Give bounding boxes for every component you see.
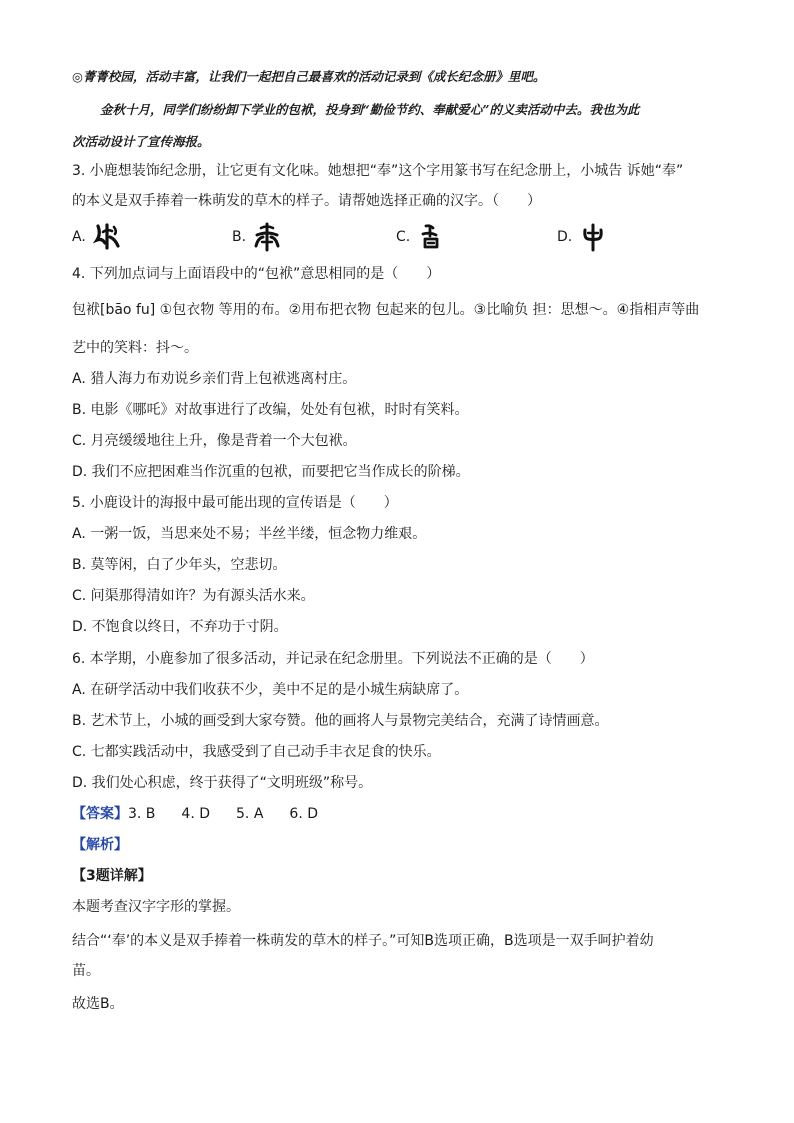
q4-option-a[interactable]: A. 猎人海力布劝说乡亲们背上包袱逃离村庄。: [72, 371, 357, 387]
seal-glyph-b-icon: [252, 222, 282, 252]
answer-item: 3. B: [128, 806, 156, 822]
q3-option-c-letter: C.: [396, 229, 411, 245]
q6-stem: 6. 本学期，小鹿参加了很多活动，并记录在纪念册里。下列说法不正确的是（ ）: [72, 651, 594, 667]
analysis-label: 【解析】: [72, 837, 128, 853]
q4-option-d[interactable]: D. 我们不应把困难当作沉重的包袱，而要把它当作成长的阶梯。: [72, 464, 470, 480]
analysis-line-1: 本题考查汉字字形的掌握。: [72, 899, 240, 915]
seal-glyph-a-icon: [92, 222, 122, 252]
intro-line-3: 次活动设计了宣传海报。: [72, 134, 210, 149]
q6-option-b[interactable]: B. 艺术节上，小城的画受到大家夸赞。他的画将人与景物完美结合，充满了诗情画意。: [72, 713, 609, 729]
q4-stem: 4. 下列加点词与上面语段中的“包袱”意思相同的是（ ）: [72, 266, 441, 282]
answer-item: 6. D: [289, 806, 318, 822]
q5-option-a[interactable]: A. 一粥一饭，当思来处不易；半丝半缕，恒念物力维艰。: [72, 526, 427, 542]
q6-option-d[interactable]: D. 我们处心积虑，终于获得了“文明班级”称号。: [72, 775, 373, 791]
analysis-line-3: 苗。: [72, 963, 100, 979]
intro-line-2: 金秋十月，同学们纷纷卸下学业的包袱，投身到“勤俭节约、奉献爱心”的义卖活动中去。我也为此: [100, 102, 640, 117]
q4-definition-line-1: 包袱[bāo fu] ①包衣物 等用的布。②用布把衣物 包起来的包儿。③比喻负 担：思想～。④指相声等曲: [72, 302, 700, 318]
q5-option-d[interactable]: D. 不饱食以终日，不弃功于寸阴。: [72, 619, 288, 635]
q3-option-b[interactable]: [232, 222, 282, 252]
analysis-line-4: 故选B。: [72, 996, 124, 1012]
q3-stem-line-1: 3. 小鹿想装饰纪念册，让它更有文化味。她想把“奉”这个字用篆书写在纪念册上，小城告 诉她“奉”: [72, 163, 684, 179]
intro-line-1: ◎菁菁校园，活动丰富，让我们一起把自己最喜欢的活动记录到《成长纪念册》里吧。: [72, 69, 546, 84]
q5-stem: 5. 小鹿设计的海报中最可能出现的宣传语是（ ）: [72, 495, 398, 511]
q3-option-d[interactable]: [557, 222, 608, 252]
q3-option-c[interactable]: [396, 222, 446, 252]
q3-option-b-letter: B.: [232, 229, 247, 245]
answer-item: 5. A: [236, 806, 264, 822]
q3-stem-line-2: 的本义是双手捧着一株萌发的草木的样子。请帮她选择正确的汉字。（ ）: [72, 193, 541, 209]
analysis-detail-label: 【3题详解】: [72, 868, 152, 884]
analysis-line-2: 结合“‘奉’的本义是双手捧着一株萌发的草木的样子。”可知B选项正确，B选项是一双手呵护着幼: [72, 933, 654, 949]
seal-glyph-d-icon: [578, 222, 608, 252]
q4-option-b[interactable]: B. 电影《哪吒》对故事进行了改编，处处有包袱，时时有笑料。: [72, 402, 469, 418]
q5-option-b[interactable]: B. 莫等闲，白了少年头，空悲切。: [72, 557, 287, 573]
q4-definition-line-2: 艺中的笑料：抖～。: [72, 340, 198, 356]
q4-option-c[interactable]: C. 月亮缓缓地往上升，像是背着一个大包袱。: [72, 433, 357, 449]
seal-glyph-c-icon: [416, 222, 446, 252]
answer-row: [72, 805, 318, 823]
q6-option-a[interactable]: A. 在研学活动中我们收获不少，美中不足的是小城生病缺席了。: [72, 682, 469, 698]
q5-option-c[interactable]: C. 问渠那得清如许？为有源头活水来。: [72, 588, 315, 604]
answer-item: 4. D: [181, 806, 211, 822]
q3-option-a[interactable]: [72, 222, 122, 252]
q6-option-c[interactable]: C. 七都实践活动中，我感受到了自己动手丰衣足食的快乐。: [72, 744, 441, 760]
q3-option-a-letter: A.: [72, 229, 86, 245]
q3-option-d-letter: D.: [557, 229, 573, 245]
answer-label: 【答案】: [72, 806, 128, 822]
